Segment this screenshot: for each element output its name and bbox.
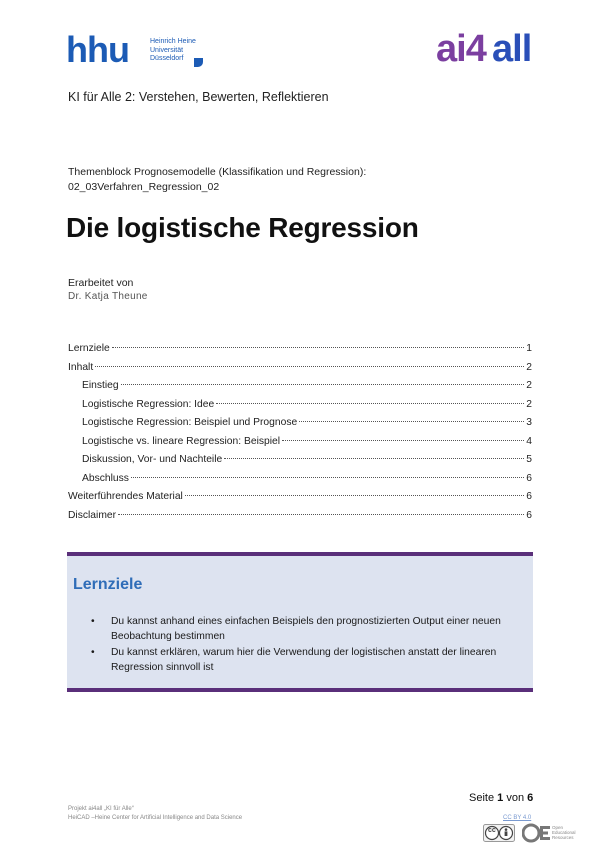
- toc-entry-label: Lernziele: [68, 343, 110, 354]
- hhu-logo-line: Heinrich Heine: [150, 38, 196, 45]
- toc-entry-label: Disclaimer: [68, 509, 117, 521]
- footer-institution: HeiCAD –Heine Center for Artificial Intelligence and Data Science: [68, 815, 243, 821]
- toc-entry-page: 6: [526, 509, 532, 521]
- hhu-logo: [66, 29, 206, 70]
- hhu-logo-line: Universität: [150, 46, 184, 54]
- learning-goal-item: [91, 614, 511, 644]
- toc-entry[interactable]: [68, 510, 532, 529]
- learning-goals-heading: Lernziele: [73, 576, 143, 593]
- toc-entry[interactable]: [68, 436, 532, 455]
- document-title: Die logistische Regression: [66, 212, 419, 243]
- toc-entry-page: 6: [526, 491, 532, 502]
- toc-entry[interactable]: [68, 380, 532, 399]
- ai4all-logo-left: ai4: [436, 28, 486, 70]
- toc-dot-leader: [185, 495, 524, 496]
- license-link[interactable]: CC BY 4.0: [503, 815, 532, 821]
- oer-logo-text: [552, 825, 576, 840]
- bullet-icon: •: [91, 647, 95, 658]
- toc-dot-leader: [299, 421, 524, 422]
- toc-entry-label: Diskussion, Vor- und Nachteile: [82, 454, 223, 465]
- toc-entry-label: Logistische Regression: Beispiel und Prognose: [82, 417, 298, 428]
- page-number: [469, 792, 533, 804]
- toc-entry-page: 3: [526, 417, 532, 428]
- page-number-prefix: Seite: [469, 792, 495, 804]
- toc-entry[interactable]: [68, 362, 532, 381]
- toc-dot-leader: [112, 347, 524, 348]
- oer-logo-line: Resources: [552, 835, 574, 840]
- toc-entry[interactable]: [68, 473, 532, 492]
- footer-project: Projekt ai4all „KI für Alle“: [68, 806, 134, 812]
- author-label: Erarbeitet von: [68, 277, 134, 289]
- toc-dot-leader: [282, 440, 524, 441]
- toc-entry-page: 2: [526, 361, 532, 373]
- toc-entry-label: Weiterführendes Material: [68, 491, 183, 502]
- topic-block-title: Themenblock Prognosemodelle (Klassifikation und Regression):: [68, 166, 367, 178]
- learning-goal-text: Du kannst anhand eines einfachen Beispiels den prognostizierten Output einer neuen Beobachtung bestimmen: [111, 616, 501, 642]
- toc-entry-label: Einstieg: [82, 380, 119, 391]
- oer-logo-line: Open: [552, 825, 564, 830]
- toc-dot-leader: [131, 477, 524, 478]
- oer-logo: [522, 822, 574, 844]
- toc-dot-leader: [118, 514, 524, 515]
- toc-entry[interactable]: [68, 454, 532, 473]
- toc-entry-label: Inhalt: [68, 361, 94, 373]
- author-name: Dr. Katja Theune: [68, 291, 148, 302]
- toc-dot-leader: [95, 366, 524, 367]
- toc-entry-page: 6: [526, 472, 532, 484]
- toc-entry-page: 4: [526, 435, 532, 447]
- toc-entry-page: 5: [526, 454, 532, 465]
- toc-entry-page: 2: [526, 380, 532, 391]
- cc-badge-text: cc: [488, 827, 496, 834]
- learning-goal-item: [91, 645, 511, 675]
- toc-entry-page: 2: [526, 398, 532, 410]
- hhu-logo-line: Düsseldorf: [150, 55, 184, 62]
- toc-dot-leader: [121, 384, 525, 385]
- hhu-logo-text: [150, 38, 196, 64]
- hhu-logo-mark: hhu: [66, 29, 129, 70]
- toc-entry[interactable]: [68, 491, 532, 510]
- bullet-icon: •: [91, 616, 95, 627]
- page-number-current: 1: [497, 792, 504, 804]
- learning-goal-text: Du kannst erklären, warum hier die Verwendung der logistischen anstatt der linearen Regression sinnvoll ist: [111, 647, 497, 673]
- topic-block-id: 02_03Verfahren_Regression_02: [68, 181, 220, 193]
- page-number-total: 6: [527, 792, 534, 804]
- toc-entry-label: Abschluss: [82, 472, 129, 484]
- toc-entry[interactable]: [68, 343, 532, 362]
- toc-dot-leader: [224, 458, 524, 459]
- course-title: KI für Alle 2: Verstehen, Bewerten, Reflektieren: [68, 90, 329, 104]
- toc-entry[interactable]: [68, 399, 532, 418]
- learning-goals-list: [91, 614, 511, 676]
- oer-logo-graphic: [522, 822, 552, 844]
- toc-entry-label: Logistische Regression: Idee: [82, 398, 215, 410]
- toc-entry-page: 1: [526, 343, 532, 354]
- toc-entry-label: Logistische vs. lineare Regression: Beispiel: [82, 435, 281, 447]
- learning-goals-box: [67, 552, 533, 692]
- cc-license-icon: [483, 824, 515, 842]
- hhu-logo-dot: [194, 58, 203, 67]
- toc-dot-leader: [216, 403, 524, 404]
- ai4all-logo: [436, 28, 548, 70]
- page-number-middle: von: [506, 792, 525, 804]
- toc-entry[interactable]: [68, 417, 532, 436]
- oer-logo-line: Educational: [552, 830, 576, 835]
- table-of-contents: [68, 343, 532, 528]
- ai4all-logo-right: all: [492, 28, 532, 70]
